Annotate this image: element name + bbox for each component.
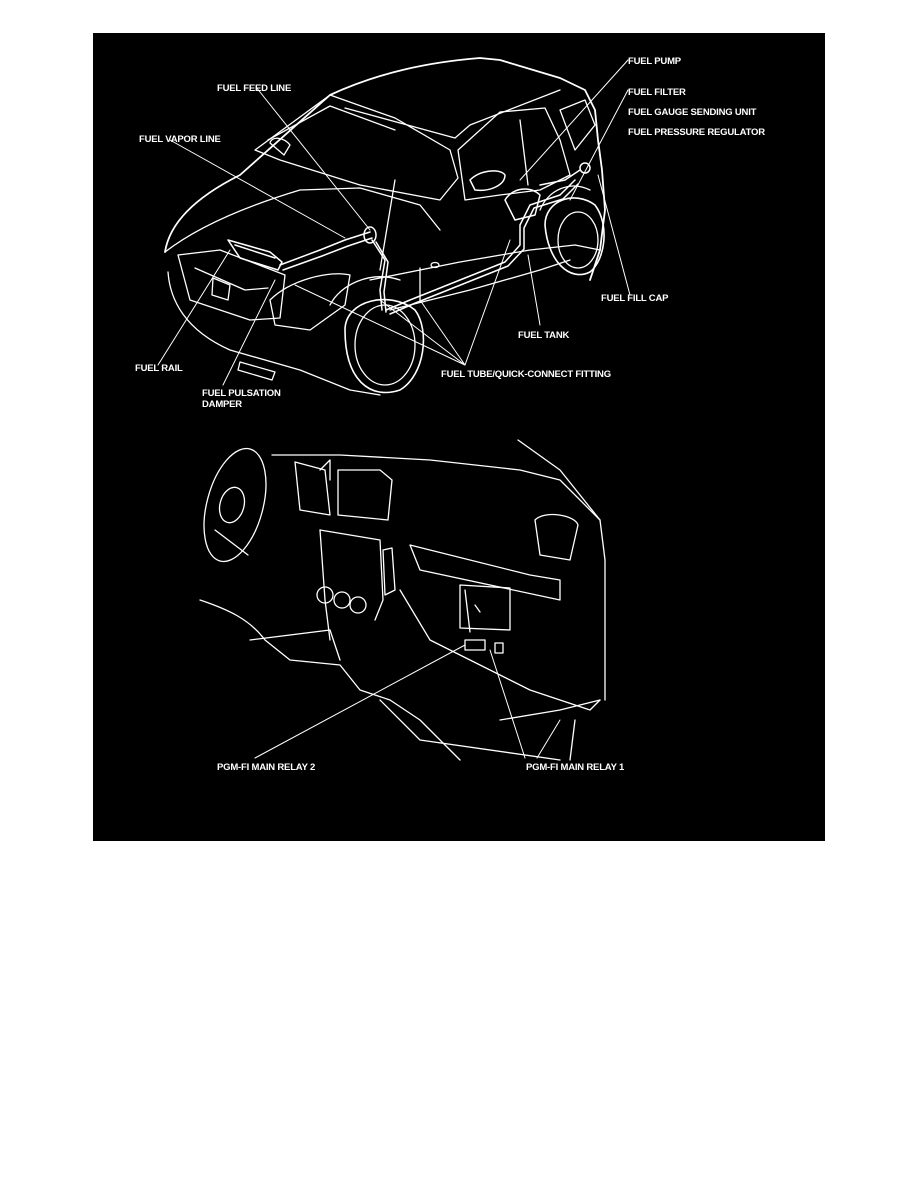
- label-fuel-filter: FUEL FILTER: [628, 87, 686, 98]
- label-fuel-gauge-sending-unit: FUEL GAUGE SENDING UNIT: [628, 107, 757, 118]
- dashboard-outline: [193, 440, 605, 760]
- vehicle-outline: [165, 58, 605, 395]
- label-fuel-tank: FUEL TANK: [518, 330, 570, 341]
- label-fuel-rail: FUEL RAIL: [135, 363, 183, 374]
- label-fuel-pulsation-damper-line1: FUEL PULSATION: [202, 388, 281, 399]
- label-fuel-pump: FUEL PUMP: [628, 56, 681, 67]
- label-fuel-tube-quick-connect-fitting: FUEL TUBE/QUICK-CONNECT FITTING: [441, 369, 611, 380]
- fuel-system-diagram: [93, 33, 825, 841]
- label-fuel-feed-line: FUEL FEED LINE: [217, 83, 292, 94]
- label-pgm-fi-main-relay-1: PGM-FI MAIN RELAY 1: [526, 762, 625, 773]
- label-fuel-pressure-regulator: FUEL PRESSURE REGULATOR: [628, 127, 765, 138]
- label-pgm-fi-main-relay-2: PGM-FI MAIN RELAY 2: [217, 762, 316, 773]
- label-fuel-pulsation-damper: [202, 388, 281, 410]
- diagram-drawing: [93, 33, 825, 841]
- label-fuel-fill-cap: FUEL FILL CAP: [601, 293, 669, 304]
- label-fuel-vapor-line: FUEL VAPOR LINE: [139, 134, 221, 145]
- fuel-lines: [228, 163, 590, 314]
- label-fuel-pulsation-damper-line2: DAMPER: [202, 399, 242, 410]
- relay-leader-lines: [255, 645, 560, 758]
